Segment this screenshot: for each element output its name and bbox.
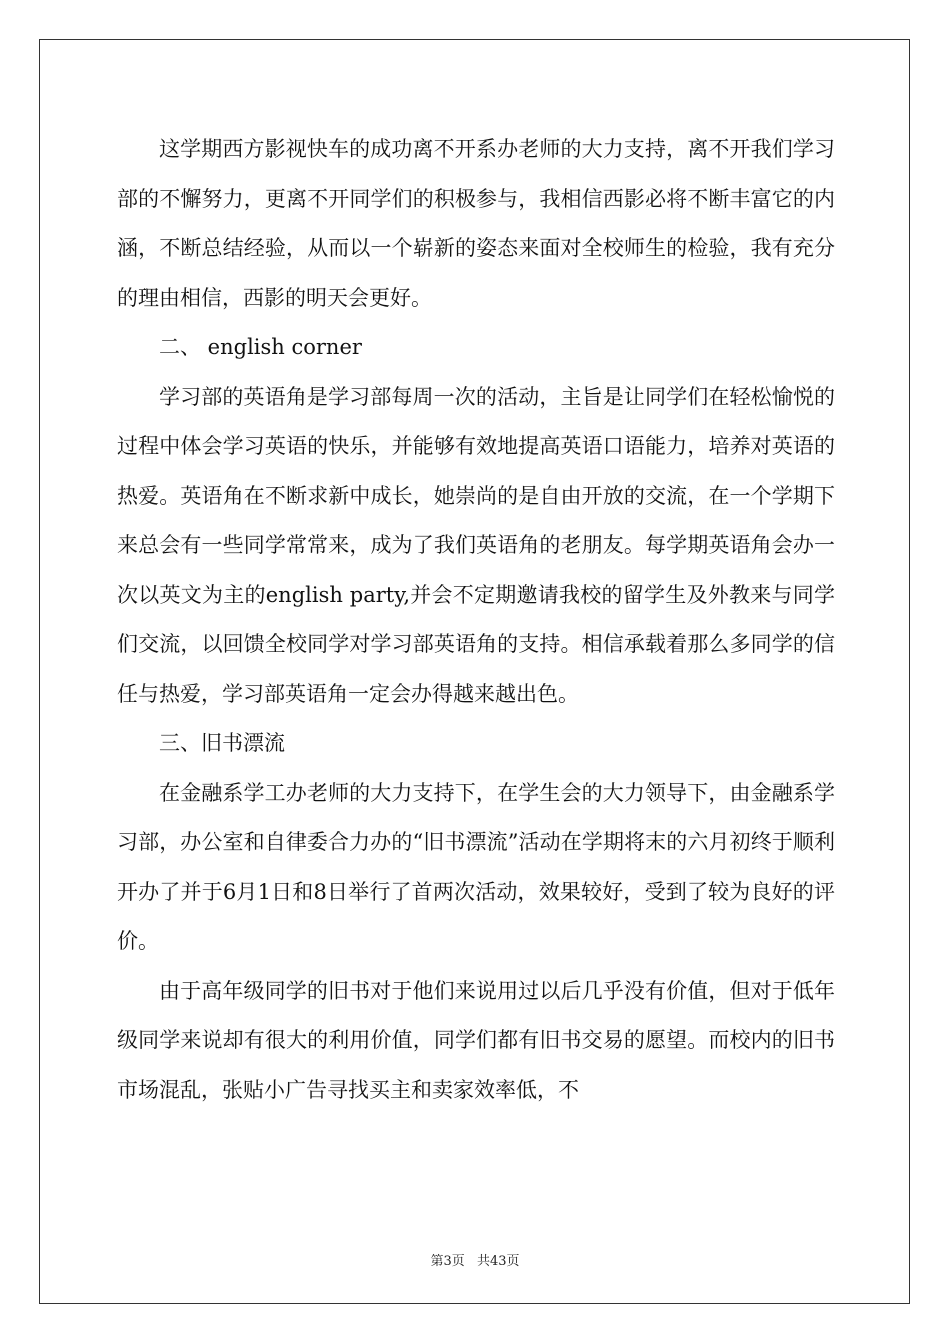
page-number: 第3页 <box>430 1254 465 1269</box>
paragraph-english-corner: 学习部的英语角是学习部每周一次的活动，主旨是让同学们在轻松愉悦的过程中体会学习英语的快乐，并能够有效地提高英语口语能力，培养对英语的热爱。英语角在不断求新中成长，她崇尚的是自由开放的交流，在一个学期下来总会有一些同学常常来，成为了我们英语角的老朋友。每学期英语角会办一次以英文为主的english party,并会不定期邀请我校的留学生及外教来与同学们交流，以回馈全校同学对学习部英语角的支持。相信承载着那么多同学的信任与热爱，学习部英语角一定会办得越来越出色。 <box>117 384 835 706</box>
page-total: 共43页 <box>476 1254 520 1269</box>
section-heading-english-corner: 二、 english corner <box>159 335 362 359</box>
paragraph-xiying: 这学期西方影视快车的成功离不开系办老师的大力支持，离不开我们学习部的不懈努力，更离不开同学们的积极参与，我相信西影必将不断丰富它的内涵，不断总结经验，从而以一个崭新的姿态来面对全校师生的检验，我有充分的理由相信，西影的明天会更好。 <box>117 137 835 310</box>
document-body <box>117 125 835 1115</box>
paragraph-book-drift: 在金融系学工办老师的大力支持下，在学生会的大力领导下，由金融系学习部，办公室和自律委合力办的“旧书漂流”活动在学期将末的六月初终于顺利开办了并于6月1日和8日举行了首两次活动，效果较好，受到了较为良好的评价。 <box>117 780 835 953</box>
paragraph-book-market: 由于高年级同学的旧书对于他们来说用过以后几乎没有价值，但对于低年级同学来说却有很大的利用价值，同学们都有旧书交易的愿望。而校内的旧书市场混乱，张贴小广告寻找买主和卖家效率低，不 <box>117 978 835 1102</box>
section-heading-book-drift: 三、旧书漂流 <box>159 731 285 755</box>
page-footer <box>0 1250 950 1269</box>
